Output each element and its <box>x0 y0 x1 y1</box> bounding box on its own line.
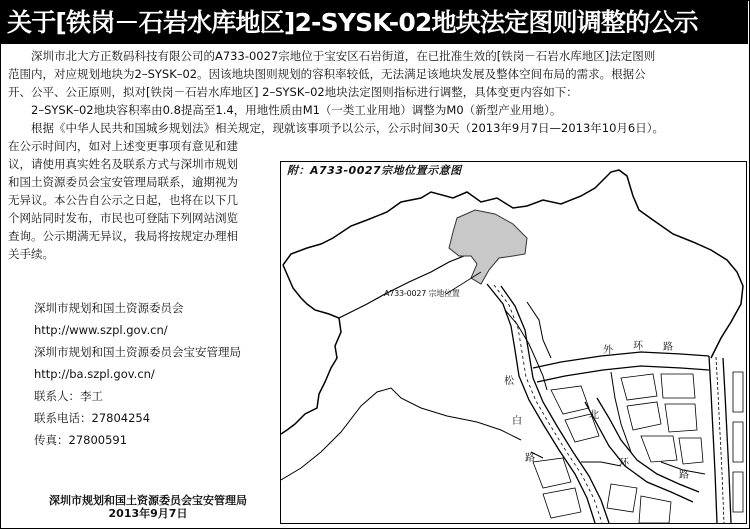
songbai-road-label-1: 松 <box>504 376 514 387</box>
north-ring-road-label-3: 路 <box>679 470 689 481</box>
map-boundary-west <box>281 265 341 434</box>
paragraph-1-line-2: 范围内，对应规划地块为2–SYSK–02。因该地块图则规划的容积率较低，无法满足该地块发展及整体空间布局的需求。根据公 <box>8 67 646 81</box>
contact-url-2[interactable]: http://ba.szpl.gov.cn/ <box>34 367 155 381</box>
paragraph-1-line-3: 开、公平、公正原则，拟对[铁岗－石岩水库地区] 2–SYSK–02地块法定图则指标进行调整，具体变更内容如下： <box>8 85 578 99</box>
map-title: 附：A733-0027宗地位置示意图 <box>287 164 462 177</box>
songbai-road-edge <box>501 286 609 523</box>
north-ring-road-label-1: 北 <box>589 410 599 421</box>
contact-url-1[interactable]: http://www.szpl.gov.cn/ <box>34 323 168 337</box>
side-line: 个网站同时发布，市民也可登陆下列网站浏览 <box>8 211 238 225</box>
side-line: 议，请使用真实姓名及联系方式与深圳市规划 <box>8 157 238 171</box>
title-banner <box>1 1 748 44</box>
contact-org-1: 深圳市规划和国土资源委员会 <box>34 301 184 315</box>
contact-fax: 传真：27800591 <box>34 433 128 447</box>
parcel-callout-label: A733-0027 宗地位置 <box>384 289 460 298</box>
side-line: 无异议。本公告自公示之日起，也将在以下几 <box>8 193 238 207</box>
paragraph-1-line-1: 深圳市北大方正数码科技有限公司的A733-0027宗地位于宝安区石岩街道，在已批准生效的[铁岗－石岩水库地区]法定图则 <box>31 49 656 63</box>
side-line: 查询。公示期满无异议，我局将按规定办理相 <box>8 229 238 243</box>
map-boundary-north-ridge <box>339 252 485 318</box>
ring-road-label-3: 路 <box>663 342 673 353</box>
side-line: 和国土资源委员会宝安管理局联系，逾期视为 <box>8 175 238 189</box>
footer-date: 2013年9月7日 <box>108 507 188 520</box>
songbai-road <box>487 284 595 523</box>
paragraph-3: 根据《中华人民共和国城乡规划法》相关规定，现就该事项予以公示，公示时间30天（2013年9月7日—2013年10月6日）。 <box>31 121 664 135</box>
parcel-a733-0027 <box>449 210 527 284</box>
side-text <box>8 137 278 263</box>
location-map <box>280 161 747 524</box>
songbai-road-label-2: 白 <box>512 416 522 427</box>
contact-person: 联系人：李工 <box>34 389 103 403</box>
side-line: 在公示时间内，如对上述变更事项有意见和建 <box>8 139 238 153</box>
footer-issuer: 深圳市规划和国土资源委员会宝安管理局 <box>49 494 247 507</box>
contact-org-2: 深圳市规划和国土资源委员会宝安管理局 <box>34 345 241 359</box>
north-ring-road-label-2: 环 <box>619 458 629 469</box>
ring-road-label-1: 外 <box>603 345 613 356</box>
map-boundary <box>283 170 743 358</box>
contact-phone: 联系电话：27804254 <box>34 411 151 425</box>
ring-road-label-2: 环 <box>633 341 643 352</box>
north-ring-road <box>585 402 693 502</box>
side-line: 关手续。 <box>8 247 54 261</box>
paragraph-2: 2–SYSK–02地块容积率由0.8提高至1.4，用地性质由M1（一类工业用地）调整为M0（新型产业用地）。 <box>31 103 562 117</box>
notice-title: 关于[铁岗－石岩水库地区]2-SYSK-02地块法定图则调整的公示 <box>7 8 698 37</box>
map-drawing <box>281 162 746 523</box>
ring-road <box>533 352 709 368</box>
songbai-road-label-3: 路 <box>525 453 535 464</box>
